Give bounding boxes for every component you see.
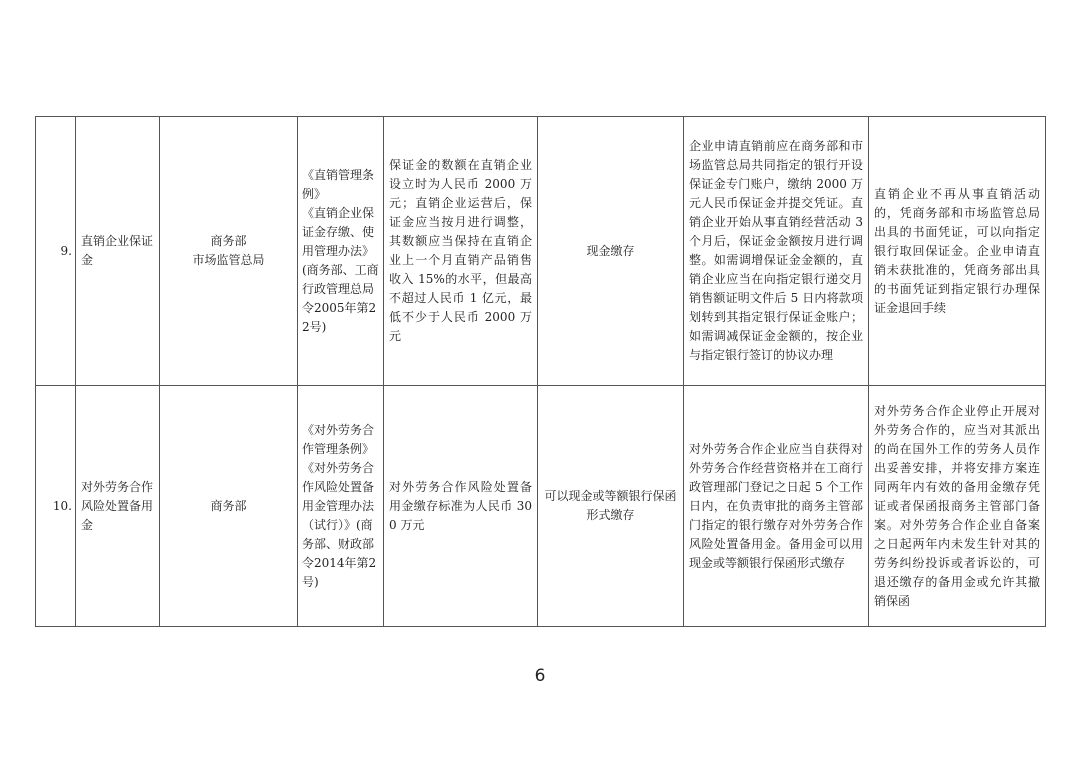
department: 商务部 [160,386,298,627]
legal-basis: 《直销管理条例》 《直销企业保证金存缴、使用管理办法》(商务部、工商行政管理总局令2005年第22号) [298,117,384,386]
deposit-standard: 对外劳务合作风险处置备用金缴存标准为人民币 300 万元 [384,386,538,627]
page-number: 6 [534,666,546,686]
item-name: 对外劳务合作风险处置备用金 [76,386,160,627]
table-row [36,386,1046,627]
item-name: 直销企业保证金 [76,117,160,386]
deposit-procedure: 企业申请直销前应在商务部和市场监管总局共同指定的银行开设保证金专门账户，缴纳 2000 万元人民币保证金并提交凭证。直销企业开始从事直销经营活动 3 个月后，保证金金额按月进行调整。如需调增保证金金额的，直销企业应当在向指定银行递交月销售额证明文件后 5 日内将款项划转到其指定银行保证金账户；如需调减保证金金额的，按企业与指定银行签订的协议办理 [684,117,869,386]
department: 商务部 市场监管总局 [160,117,298,386]
deposit-procedure: 对外劳务合作企业应当自获得对外劳务合作经营资格并在工商行政管理部门登记之日起 5 个工作日内，在负责审批的商务主管部门指定的银行缴存对外劳务合作风险处置备用金。备用金可以用现金或等额银行保函形式缴存 [684,386,869,627]
row-number: 9. [36,117,76,386]
deposit-standard: 保证金的数额在直销企业设立时为人民币 2000 万元；直销企业运营后，保证金应当按月进行调整，其数额应当保持在直销企业上一个月直销产品销售收入 15%的水平，但最高不超过人民币 1 亿元，最低不少于人民币 2000 万元 [384,117,538,386]
table-row [36,117,1046,386]
deposit-method: 可以现金或等额银行保函形式缴存 [538,386,684,627]
return-procedure: 直销企业不再从事直销活动的，凭商务部和市场监管总局出具的书面凭证，可以向指定银行取回保证金。企业申请直销未获批准的，凭商务部出具的书面凭证到指定银行办理保证金退回手续 [869,117,1046,386]
legal-basis: 《对外劳务合作管理条例》 《对外劳务合作风险处置备用金管理办法（试行）》(商务部、财政部令2014年第2号) [298,386,384,627]
row-number: 10. [36,386,76,627]
deposit-method: 现金缴存 [538,117,684,386]
return-procedure: 对外劳务合作企业停止开展对外劳务合作的，应当对其派出的尚在国外工作的劳务人员作出妥善安排，并将安排方案连同两年内有效的备用金缴存凭证或者保函报商务主管部门备案。对外劳务合作企业自备案之日起两年内未发生针对其的劳务纠纷投诉或者诉讼的，可退还缴存的备用金或允许其撤销保函 [869,386,1046,627]
fee-table [35,116,1046,627]
